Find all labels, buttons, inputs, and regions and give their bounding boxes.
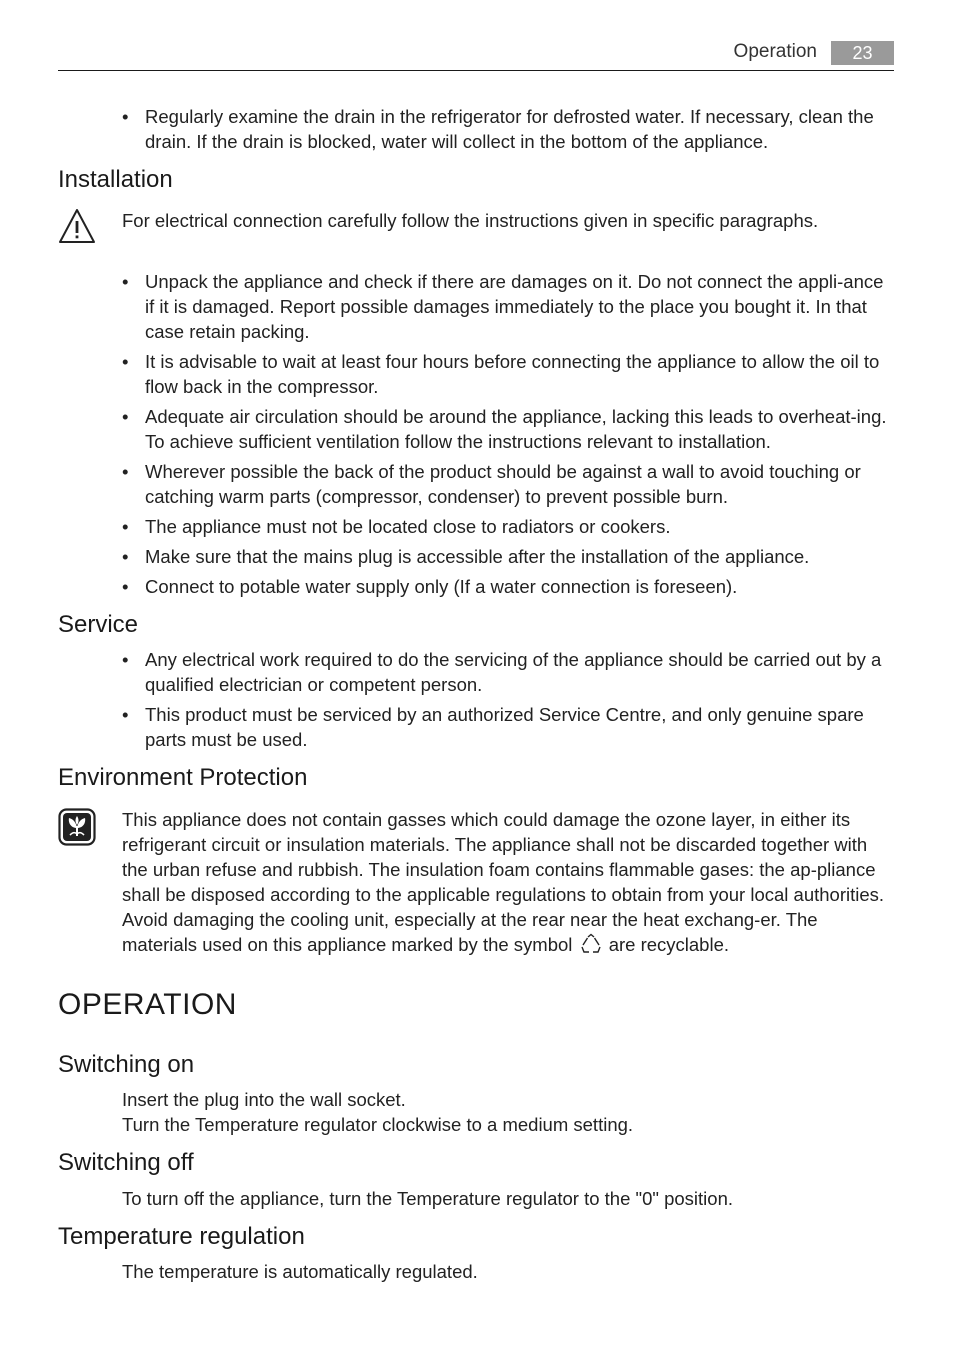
recycle-icon bbox=[580, 933, 602, 955]
warning-triangle-icon bbox=[58, 208, 96, 249]
switching-off-text: To turn off the appliance, turn the Temperature regulator to the "0" position. bbox=[122, 1188, 733, 1209]
header-section-label: Operation bbox=[733, 41, 817, 62]
environment-text-tail: are recyclable. bbox=[608, 934, 729, 955]
service-bullet-list bbox=[122, 647, 894, 757]
installation-bullet-list bbox=[122, 269, 894, 604]
switching-on-line-2: Turn the Temperature regulator clockwise to a medium setting. bbox=[122, 1114, 634, 1135]
operation-title: OPERATION bbox=[58, 988, 237, 1021]
service-heading: Service bbox=[58, 611, 139, 638]
environment-text-main: This appliance does not contain gasses which could damage the ozone layer, in either its refrigerant circuit or insulation materials. The appliance shall not be discarded together with the urban refuse and rubbish. The insulation foam contains flammable gases: the ap-pliance shall be disposed according to the applicable regulations to obtain from your local authorities. Avoid damaging the cooling unit, especially at the rear near the heat exchang-er. The materials used on this appliance marked by the symbol bbox=[122, 809, 885, 955]
list-item: • Connect to potable water supply only (If a water connection is foreseen). bbox=[122, 574, 894, 599]
temperature-regulation-text: The temperature is automatically regulated. bbox=[122, 1261, 478, 1282]
list-item: • Wherever possible the back of the product should be against a wall to avoid touching or catching warm parts (compressor, condenser) to prevent possible burn. bbox=[122, 459, 894, 509]
switching-on-heading: Switching on bbox=[58, 1051, 195, 1078]
switching-on-line-1: Insert the plug into the wall socket. bbox=[122, 1089, 406, 1110]
environment-text bbox=[122, 807, 894, 957]
installation-heading: Installation bbox=[58, 166, 173, 193]
list-item: • Regularly examine the drain in the refrigerator for defrosted water. If necessary, clean the drain. If the drain is blocked, water will collect in the bottom of the appliance. bbox=[122, 104, 894, 154]
list-item: • Adequate air circulation should be around the appliance, lacking this leads to overheat-ing. To achieve sufficient ventilation follow the instructions relevant to installation. bbox=[122, 404, 894, 454]
list-item: • The appliance must not be located close to radiators or cookers. bbox=[122, 514, 894, 539]
list-item: • Make sure that the mains plug is accessible after the installation of the appliance. bbox=[122, 544, 894, 569]
switching-off-heading: Switching off bbox=[58, 1149, 194, 1176]
temperature-regulation-heading: Temperature regulation bbox=[58, 1223, 305, 1250]
header-divider bbox=[58, 70, 894, 71]
list-item: • Unpack the appliance and check if there are damages on it. Do not connect the appli-ance if it is damaged. Report possible damages immediately to the place you bought it. In that case retain packing. bbox=[122, 269, 894, 344]
intro-bullet-list bbox=[122, 104, 894, 159]
installation-warning-text: For electrical connection carefully follow the instructions given in specific paragraphs. bbox=[122, 210, 819, 231]
list-item: • Any electrical work required to do the servicing of the appliance should be carried out by a qualified electrician or competent person. bbox=[122, 647, 894, 697]
environment-heading: Environment Protection bbox=[58, 764, 308, 791]
environment-flower-icon bbox=[58, 808, 96, 851]
page-number-badge: 23 bbox=[831, 41, 894, 65]
list-item: • It is advisable to wait at least four hours before connecting the appliance to allow the oil to flow back in the compressor. bbox=[122, 349, 894, 399]
list-item: • This product must be serviced by an authorized Service Centre, and only genuine spare parts must be used. bbox=[122, 702, 894, 752]
